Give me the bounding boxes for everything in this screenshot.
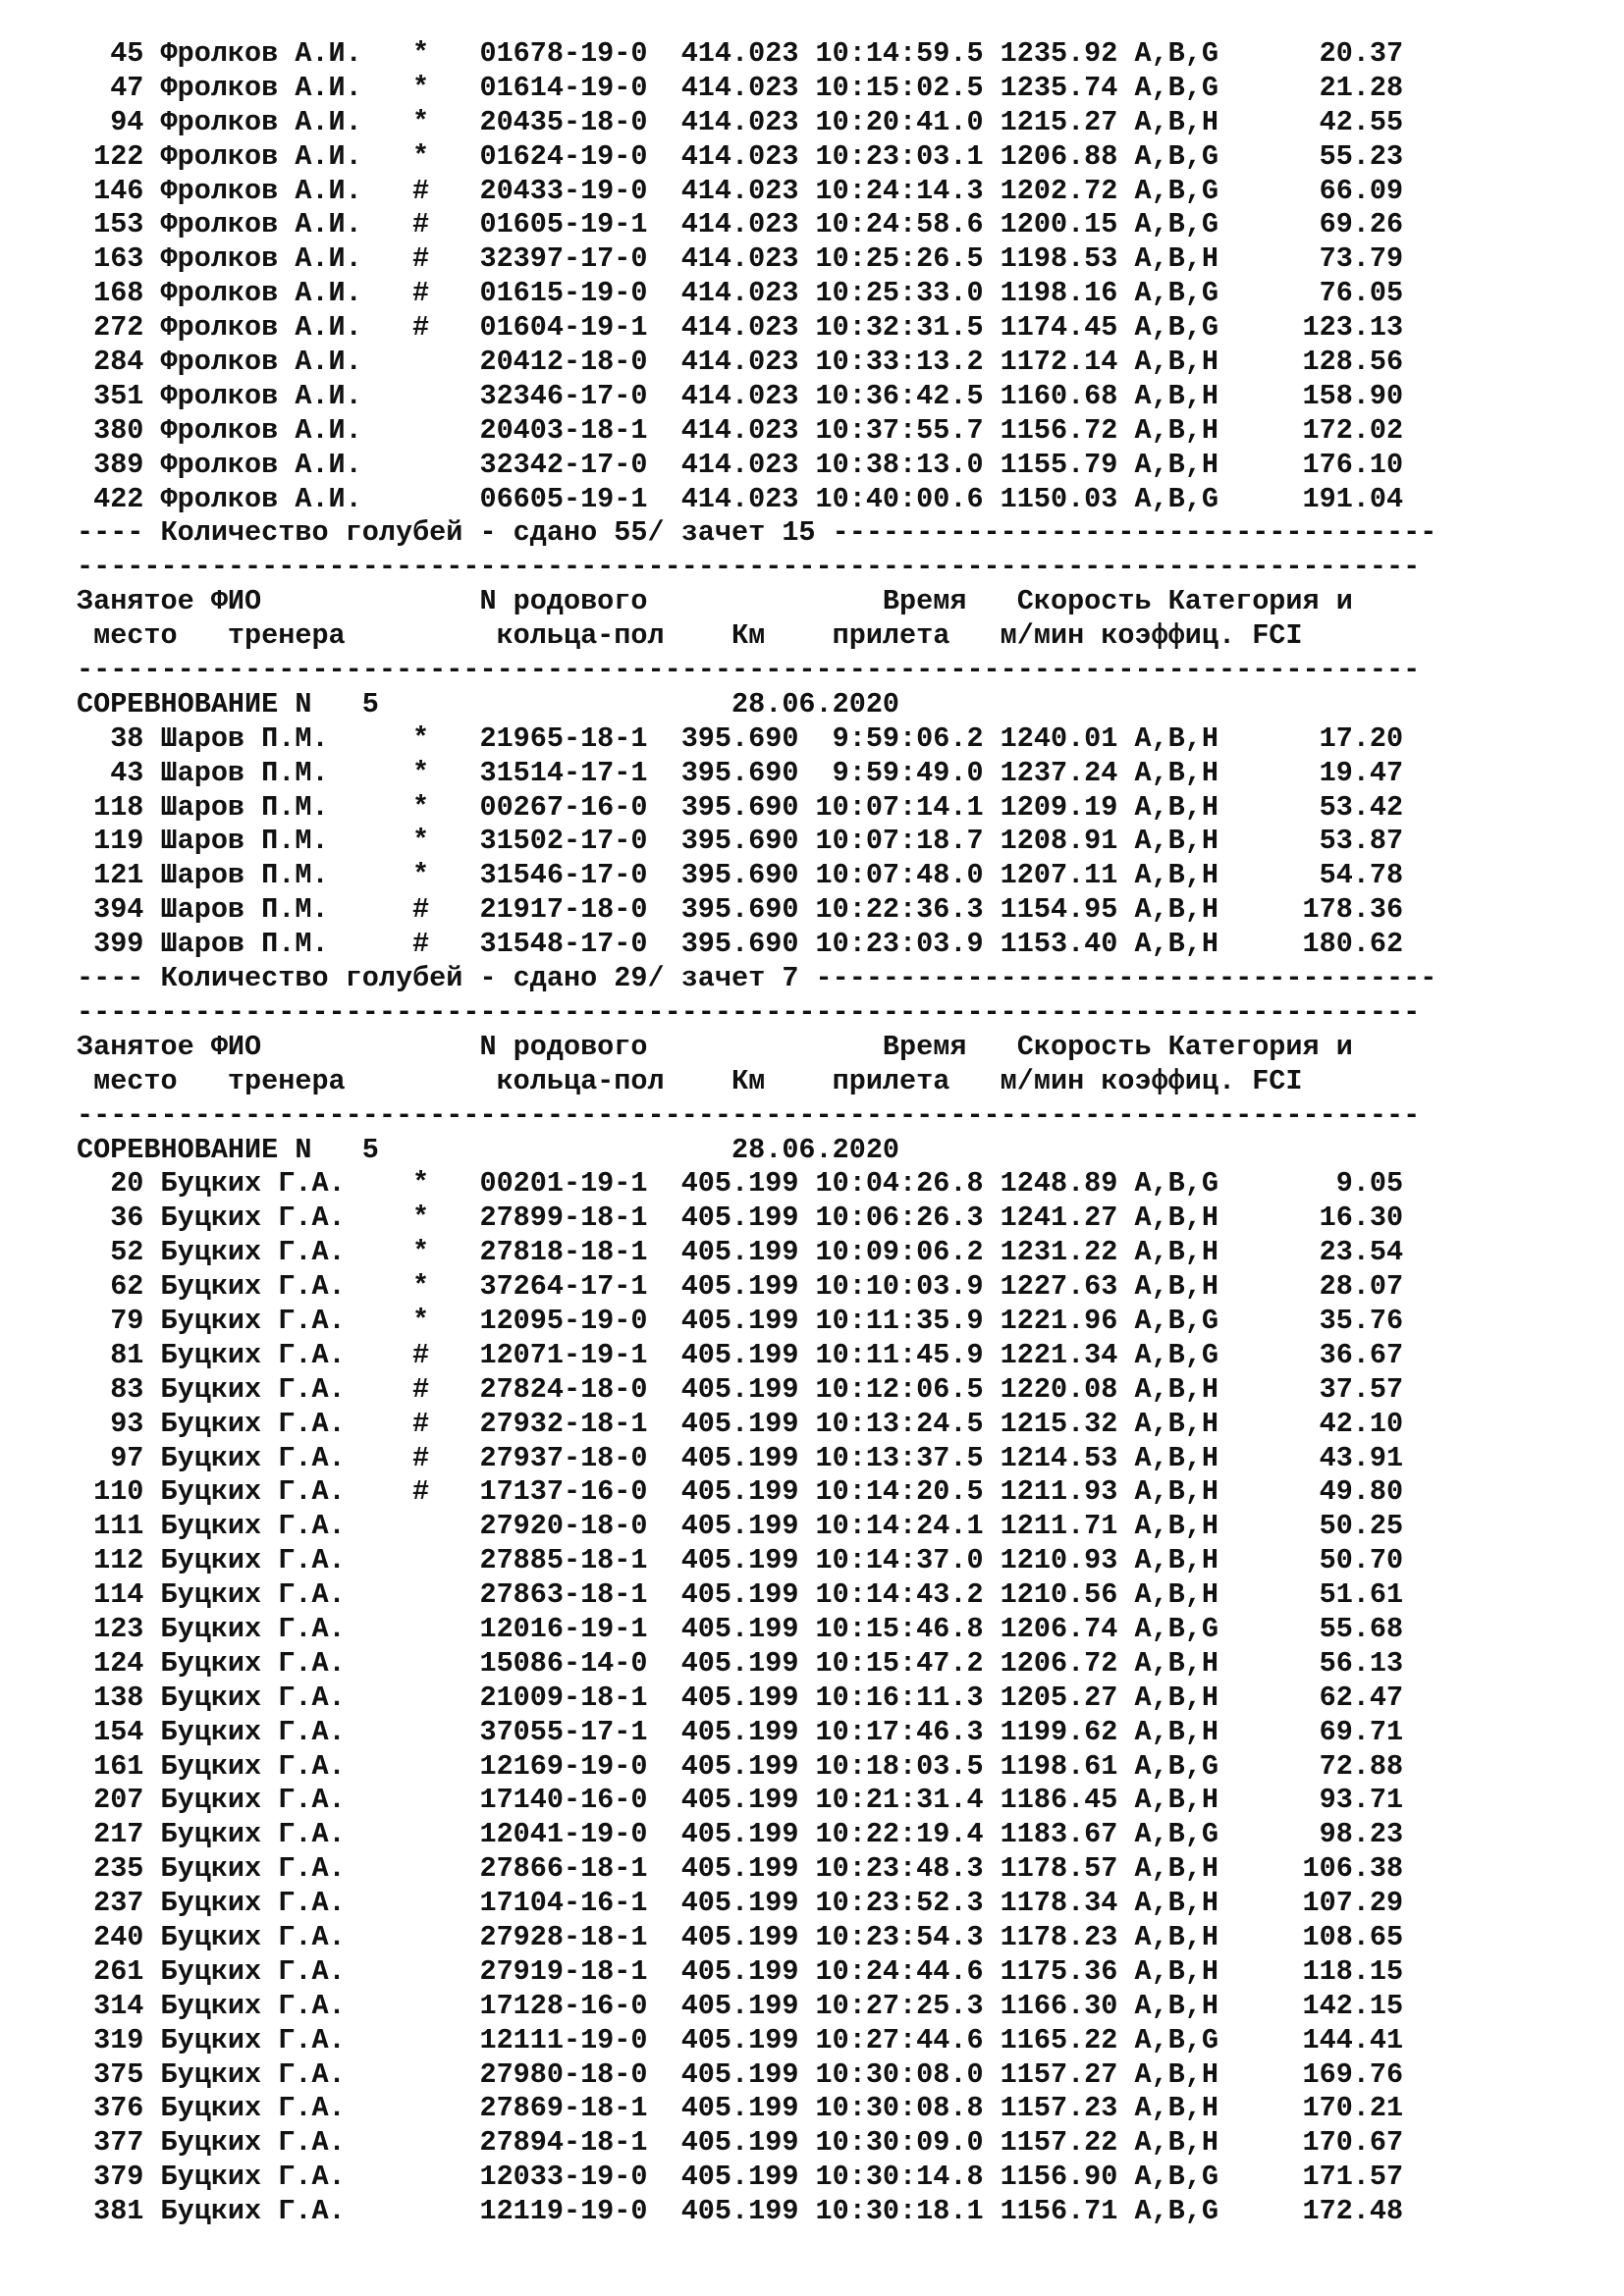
table-row: 284 Фролков А.И. 20412-18-0 414.023 10:33:13.2 1172.14 A,B,H 128.56 [77, 346, 1404, 379]
table-row: 376 Буцких Г.А. 27869-18-1 405.199 10:30:08.8 1157.23 A,B,H 170.21 [77, 2092, 1404, 2125]
table-row: 379 Буцких Г.А. 12033-19-0 405.199 10:30:14.8 1156.90 A,B,G 171.57 [77, 2161, 1404, 2194]
results-document [77, 37, 1569, 2229]
table-row: 52 Буцких Г.А. * 27818-18-1 405.199 10:09:06.2 1231.22 A,B,H 23.54 [77, 1236, 1404, 1269]
table-row: 153 Фролков А.И. # 01605-19-1 414.023 10:24:58.6 1200.15 A,B,G 69.26 [77, 208, 1404, 241]
table-row: 154 Буцких Г.А. 37055-17-1 405.199 10:17:46.3 1199.62 A,B,H 69.71 [77, 1715, 1404, 1748]
column-header-line-1: Занятое ФИО N родового Время Скорость Категория и [77, 1030, 1353, 1063]
table-row: 240 Буцких Г.А. 27928-18-1 405.199 10:23:54.3 1178.23 A,B,H 108.65 [77, 1920, 1404, 1953]
table-row: 138 Буцких Г.А. 21009-18-1 405.199 10:16:11.3 1205.27 A,B,H 62.47 [77, 1681, 1404, 1714]
table-row: 389 Фролков А.И. 32342-17-0 414.023 10:38:13.0 1155.79 A,B,H 176.10 [77, 448, 1404, 481]
table-row: 20 Буцких Г.А. * 00201-19-1 405.199 10:04:26.8 1248.89 A,B,G 9.05 [77, 1167, 1404, 1201]
divider-line: -------------------------------------------------------------------------------- [77, 995, 1421, 1029]
competition-title: СОРЕВНОВАНИЕ N 5 28.06.2020 [77, 1133, 900, 1166]
table-row: 114 Буцких Г.А. 27863-18-1 405.199 10:14:43.2 1210.56 A,B,H 51.61 [77, 1578, 1404, 1612]
table-row: 207 Буцких Г.А. 17140-16-0 405.199 10:21:31.4 1186.45 A,B,H 93.71 [77, 1784, 1404, 1817]
table-row: 38 Шаров П.М. * 21965-18-1 395.690 9:59:06.2 1240.01 A,B,H 17.20 [77, 721, 1404, 755]
table-row: 43 Шаров П.М. * 31514-17-1 395.690 9:59:49.0 1237.24 A,B,H 19.47 [77, 756, 1404, 789]
table-row: 272 Фролков А.И. # 01604-19-1 414.023 10:32:31.5 1174.45 A,B,G 123.13 [77, 311, 1404, 345]
table-row: 161 Буцких Г.А. 12169-19-0 405.199 10:18:03.5 1198.61 A,B,G 72.88 [77, 1749, 1404, 1783]
competition-title: СОРЕВНОВАНИЕ N 5 28.06.2020 [77, 687, 900, 721]
table-row: 112 Буцких Г.А. 27885-18-1 405.199 10:14:37.0 1210.93 A,B,H 50.70 [77, 1544, 1404, 1577]
table-row: 110 Буцких Г.А. # 17137-16-0 405.199 10:14:20.5 1211.93 A,B,H 49.80 [77, 1475, 1404, 1509]
table-row: 351 Фролков А.И. 32346-17-0 414.023 10:36:42.5 1160.68 A,B,H 158.90 [77, 379, 1404, 412]
summary-line: ---- Количество голубей - сдано 29/ зачет 7 ------------------------------------- [77, 962, 1437, 995]
table-row: 422 Фролков А.И. 06605-19-1 414.023 10:40:00.6 1150.03 A,B,G 191.04 [77, 482, 1404, 515]
table-row: 93 Буцких Г.А. # 27932-18-1 405.199 10:13:24.5 1215.32 A,B,H 42.10 [77, 1407, 1404, 1440]
divider-line: -------------------------------------------------------------------------------- [77, 551, 1421, 584]
column-header-line-1: Занятое ФИО N родового Время Скорость Категория и [77, 585, 1353, 618]
table-row: 168 Фролков А.И. # 01615-19-0 414.023 10:25:33.0 1198.16 A,B,G 76.05 [77, 277, 1404, 310]
table-row: 399 Шаров П.М. # 31548-17-0 395.690 10:23:03.9 1153.40 A,B,H 180.62 [77, 928, 1404, 961]
table-row: 45 Фролков А.И. * 01678-19-0 414.023 10:14:59.5 1235.92 A,B,G 20.37 [77, 37, 1404, 70]
table-row: 123 Буцких Г.А. 12016-19-1 405.199 10:15:46.8 1206.74 A,B,G 55.68 [77, 1612, 1404, 1645]
divider-line: -------------------------------------------------------------------------------- [77, 654, 1421, 687]
column-header-line-2: место тренера кольца-пол Км прилета м/мин коэффиц. FCI [77, 619, 1303, 653]
summary-line: ---- Количество голубей - сдано 55/ зачет 15 ------------------------------------ [77, 516, 1437, 550]
column-header-line-2: место тренера кольца-пол Км прилета м/мин коэффиц. FCI [77, 1064, 1303, 1097]
table-row: 380 Фролков А.И. 20403-18-1 414.023 10:37:55.7 1156.72 A,B,H 172.02 [77, 413, 1404, 447]
table-row: 375 Буцких Г.А. 27980-18-0 405.199 10:30:08.0 1157.27 A,B,H 169.76 [77, 2057, 1404, 2091]
table-row: 237 Буцких Г.А. 17104-16-1 405.199 10:23:52.3 1178.34 A,B,H 107.29 [77, 1887, 1404, 1920]
table-row: 261 Буцких Г.А. 27919-18-1 405.199 10:24:44.6 1175.36 A,B,H 118.15 [77, 1954, 1404, 1988]
table-row: 79 Буцких Г.А. * 12095-19-0 405.199 10:11:35.9 1221.96 A,B,G 35.76 [77, 1304, 1404, 1337]
table-row: 47 Фролков А.И. * 01614-19-0 414.023 10:15:02.5 1235.74 A,B,G 21.28 [77, 71, 1404, 104]
table-row: 97 Буцких Г.А. # 27937-18-0 405.199 10:13:37.5 1214.53 A,B,H 43.91 [77, 1441, 1404, 1474]
table-row: 62 Буцких Г.А. * 37264-17-1 405.199 10:10:03.9 1227.63 A,B,H 28.07 [77, 1270, 1404, 1304]
table-row: 122 Фролков А.И. * 01624-19-0 414.023 10:23:03.1 1206.88 A,B,G 55.23 [77, 139, 1404, 173]
table-row: 163 Фролков А.И. # 32397-17-0 414.023 10:25:26.5 1198.53 A,B,H 73.79 [77, 242, 1404, 276]
table-row: 111 Буцких Г.А. 27920-18-0 405.199 10:14:24.1 1211.71 A,B,H 50.25 [77, 1510, 1404, 1543]
table-row: 83 Буцких Г.А. # 27824-18-0 405.199 10:12:06.5 1220.08 A,B,H 37.57 [77, 1372, 1404, 1406]
table-row: 381 Буцких Г.А. 12119-19-0 405.199 10:30:18.1 1156.71 A,B,G 172.48 [77, 2195, 1404, 2228]
table-row: 217 Буцких Г.А. 12041-19-0 405.199 10:22:19.4 1183.67 A,B,G 98.23 [77, 1818, 1404, 1851]
table-row: 394 Шаров П.М. # 21917-18-0 395.690 10:22:36.3 1154.95 A,B,H 178.36 [77, 893, 1404, 927]
divider-line: -------------------------------------------------------------------------------- [77, 1098, 1421, 1132]
table-row: 121 Шаров П.М. * 31546-17-0 395.690 10:07:48.0 1207.11 A,B,H 54.78 [77, 859, 1404, 892]
table-row: 94 Фролков А.И. * 20435-18-0 414.023 10:20:41.0 1215.27 A,B,H 42.55 [77, 105, 1404, 138]
table-row: 314 Буцких Г.А. 17128-16-0 405.199 10:27:25.3 1166.30 A,B,H 142.15 [77, 1989, 1404, 2022]
table-row: 319 Буцких Г.А. 12111-19-0 405.199 10:27:44.6 1165.22 A,B,G 144.41 [77, 2023, 1404, 2056]
table-row: 146 Фролков А.И. # 20433-19-0 414.023 10:24:14.3 1202.72 A,B,G 66.09 [77, 174, 1404, 207]
table-row: 124 Буцких Г.А. 15086-14-0 405.199 10:15:47.2 1206.72 A,B,H 56.13 [77, 1646, 1404, 1680]
table-row: 119 Шаров П.М. * 31502-17-0 395.690 10:07:18.7 1208.91 A,B,H 53.87 [77, 825, 1404, 858]
table-row: 377 Буцких Г.А. 27894-18-1 405.199 10:30:09.0 1157.22 A,B,H 170.67 [77, 2126, 1404, 2160]
table-row: 81 Буцких Г.А. # 12071-19-1 405.199 10:11:45.9 1221.34 A,B,G 36.67 [77, 1338, 1404, 1371]
table-row: 235 Буцких Г.А. 27866-18-1 405.199 10:23:48.3 1178.57 A,B,H 106.38 [77, 1852, 1404, 1886]
table-row: 36 Буцких Г.А. * 27899-18-1 405.199 10:06:26.3 1241.27 A,B,H 16.30 [77, 1201, 1404, 1235]
table-row: 118 Шаров П.М. * 00267-16-0 395.690 10:07:14.1 1209.19 A,B,H 53.42 [77, 790, 1404, 824]
